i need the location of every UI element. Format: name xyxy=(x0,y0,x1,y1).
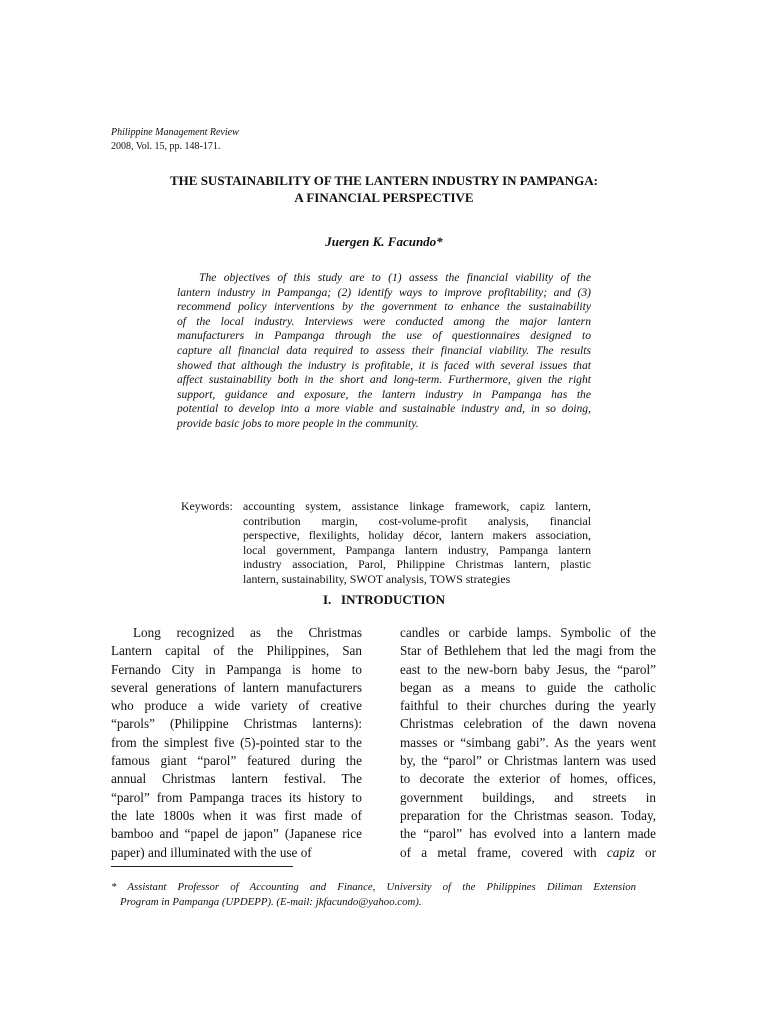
text-line: “parols” (Philippine Christmas lanterns): xyxy=(111,716,362,732)
text-line: provide basic jobs to more people in the community. xyxy=(177,416,419,430)
text-line: affect sustainability both in the short and long-term. Furthermore, given the right xyxy=(177,373,591,387)
text-line: several generations of lantern manufacturers xyxy=(111,679,362,695)
text-line: perspective, flexilights, holiday décor, lantern makers association, xyxy=(243,528,591,543)
text-line: manufacturers in Pampanga through the use of questionnaires designed to xyxy=(177,329,591,343)
text-line: potential to develop into a more viable and sustainable industry and, in so doing, xyxy=(177,402,591,416)
text-line: from the simplest five (5)-pointed star to the xyxy=(111,734,362,750)
text-line: of a metal frame, covered with capiz or xyxy=(400,844,656,860)
footnote xyxy=(111,880,636,910)
title-line: A FINANCIAL PERSPECTIVE xyxy=(294,190,474,205)
text-line: lantern industry in Pampanga; (2) identify ways to improve profitability; and (3) xyxy=(177,285,591,299)
journal-header xyxy=(111,126,239,154)
text-line: contribution margin, cost-volume-profit analysis, financial xyxy=(243,513,591,528)
text-line: masses or “simbang gabi”. As the years went xyxy=(400,734,656,750)
text-line: * Assistant Professor of Accounting and Finance, University of the Philippines Diliman Extension xyxy=(111,881,636,893)
text-line: Lantern capital of the Philippines, San xyxy=(111,643,362,659)
author: Juergen K. Facundo* xyxy=(325,234,443,249)
text-line: who produce a wide variety of creative xyxy=(111,698,362,714)
text-line: government buildings, and streets in xyxy=(400,789,656,805)
text-line: Program in Pampanga (UPDEPP). (E-mail: jkfacundo@yahoo.com). xyxy=(120,896,422,908)
text-line: Long recognized as the Christmas xyxy=(133,625,362,640)
title-line: THE SUSTAINABILITY OF THE LANTERN INDUSTRY IN PAMPANGA: xyxy=(170,173,598,188)
text-line: “parol” from Pampanga traces its history to xyxy=(111,789,362,805)
text-line: east to the new-born baby Jesus, the “parol” xyxy=(400,661,656,677)
text-line: to decorate the exterior of homes, offices, xyxy=(400,771,656,787)
text-line: annual Christmas lantern festival. The xyxy=(111,771,362,787)
text-line: faithful to their churches during the yearly xyxy=(400,698,656,714)
text-line: support, guidance and exposure, the lantern industry in Pampanga has the xyxy=(177,387,591,401)
footnote-rule xyxy=(111,866,293,867)
text-line: lantern, sustainability, SWOT analysis, TOWS strategies xyxy=(243,571,511,586)
text-line: by, the “parol” or Christmas lantern was used xyxy=(400,753,656,769)
text-line: local government, Pampanga lantern industry, Pampanga lantern xyxy=(243,542,591,557)
left-column xyxy=(111,624,362,862)
text-line: bamboo and “papel de japon” (Japanese rice xyxy=(111,826,362,842)
right-column xyxy=(400,624,656,862)
text-line: industry association, Parol, Philippine Christmas lantern, plastic xyxy=(243,557,591,572)
citation: 2008, Vol. 15, pp. 148-171. xyxy=(111,141,221,152)
text-line: recommend policy interventions by the government to enhance the sustainability xyxy=(177,300,591,314)
text-line: Star of Bethlehem that led the magi from the xyxy=(400,643,656,659)
keywords-label: Keywords: xyxy=(181,499,233,513)
text-line: famous giant “parol” featured during the xyxy=(111,753,362,769)
text-line: the late 1800s when it was first made of xyxy=(111,807,362,823)
text-line: showed that although the industry is profitable, it is faced with several issues that xyxy=(177,358,591,372)
abstract xyxy=(177,271,591,432)
text-line: capture all financial data required to assess their financial viability. The results xyxy=(177,343,591,357)
text-line: Fernando City in Pampanga is home to xyxy=(111,661,362,677)
text-line: began as a means to guide the catholic xyxy=(400,679,656,695)
text-line: Christmas celebration of the dawn novena xyxy=(400,716,656,732)
text-line: paper) and illuminated with the use of xyxy=(111,844,312,860)
text-line: the “parol” has evolved into a lantern made xyxy=(400,826,656,842)
paper-title xyxy=(0,172,768,206)
keywords xyxy=(181,499,591,587)
text-line: preparation for the Christmas season. Today, xyxy=(400,807,656,823)
text-line: accounting system, assistance linkage framework, capiz lantern, xyxy=(243,499,591,513)
text-line: candles or carbide lamps. Symbolic of the xyxy=(400,625,656,640)
text-line: The objectives of this study are to (1) assess the financial viability of the xyxy=(199,271,591,284)
journal-name: Philippine Management Review xyxy=(111,127,239,138)
section-heading: I. INTRODUCTION xyxy=(322,592,446,607)
text-line: of the local industry. Interviews were conducted among the major lantern xyxy=(177,314,591,328)
